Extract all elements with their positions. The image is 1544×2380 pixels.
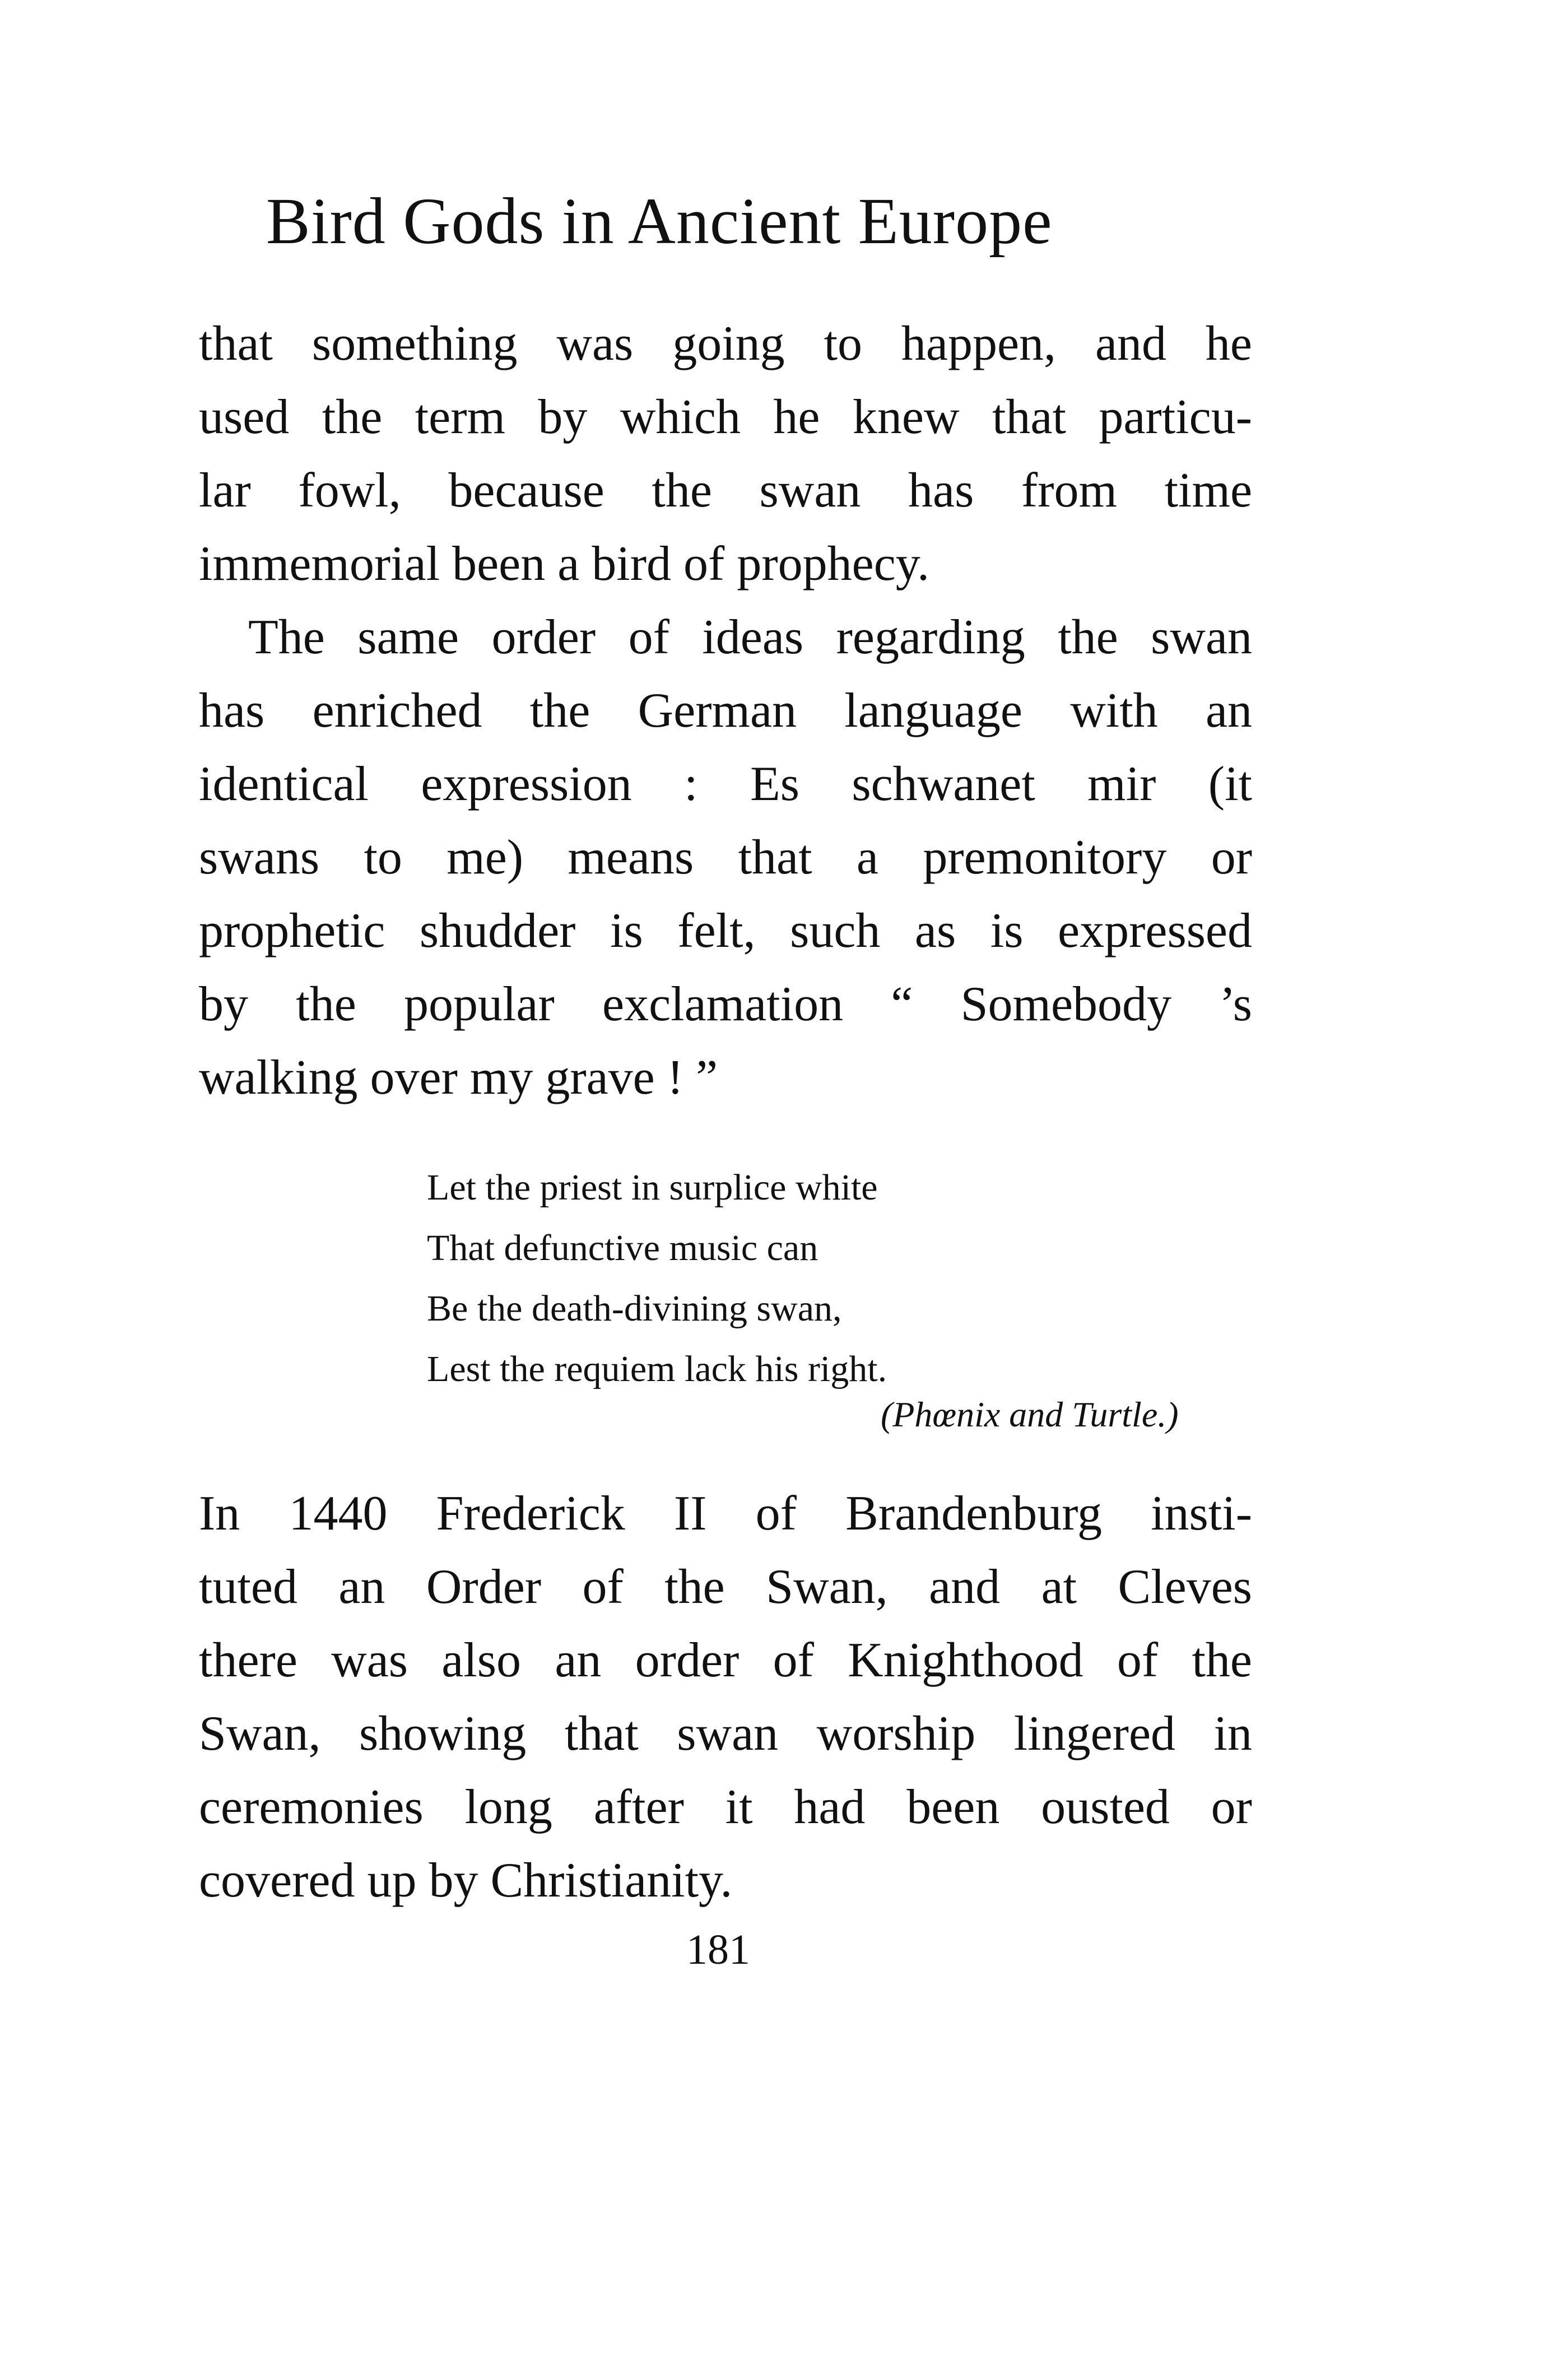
text-line: lar fowl, because the swan has from time bbox=[199, 463, 1252, 518]
verse-line: That defunctive music can bbox=[427, 1228, 818, 1268]
verse-line: Let the priest in surplice white bbox=[427, 1167, 878, 1208]
text-line: immemorial been a bird of prophecy. bbox=[199, 537, 930, 591]
paragraph-continuation bbox=[199, 307, 1252, 601]
text-line: Swan, showing that swan worship lingered in bbox=[199, 1707, 1252, 1761]
text-line: In 1440 Frederick II of Brandenburg insti- bbox=[199, 1486, 1252, 1541]
text-line: identical expression : Es schwanet mir (it bbox=[199, 757, 1252, 811]
verse-line: Be the death-divining swan, bbox=[427, 1288, 842, 1329]
paragraph-german-expression bbox=[199, 601, 1252, 1114]
text-line: used the term by which he knew that particu- bbox=[199, 390, 1252, 444]
text-line: The same order of ideas regarding the swan bbox=[248, 610, 1252, 664]
text-line: walking over my grave ! ” bbox=[199, 1050, 718, 1105]
verse-attribution: (Phœnix and Turtle.) bbox=[881, 1394, 1179, 1434]
text-line: tuted an Order of the Swan, and at Cleves bbox=[199, 1560, 1252, 1614]
running-head: Bird Gods in Ancient Europe bbox=[266, 184, 1053, 258]
verse-quotation bbox=[427, 1158, 1099, 1400]
text-line: prophetic shudder is felt, such as is expressed bbox=[199, 904, 1252, 958]
text-line: by the popular exclamation “ Somebody ’s bbox=[199, 977, 1252, 1031]
text-line: there was also an order of Knighthood of the bbox=[199, 1633, 1252, 1688]
text-line: covered up by Christianity. bbox=[199, 1853, 733, 1908]
page-number: 181 bbox=[686, 1926, 750, 1973]
text-line: ceremonies long after it had been ousted or bbox=[199, 1780, 1252, 1834]
paragraph-order-of-the-swan bbox=[199, 1477, 1252, 1917]
text-line: that something was going to happen, and he bbox=[199, 317, 1252, 371]
text-line: swans to me) means that a premonitory or bbox=[199, 830, 1252, 885]
text-line: has enriched the German language with an bbox=[199, 684, 1252, 738]
verse-line: Lest the requiem lack his right. bbox=[427, 1349, 887, 1389]
